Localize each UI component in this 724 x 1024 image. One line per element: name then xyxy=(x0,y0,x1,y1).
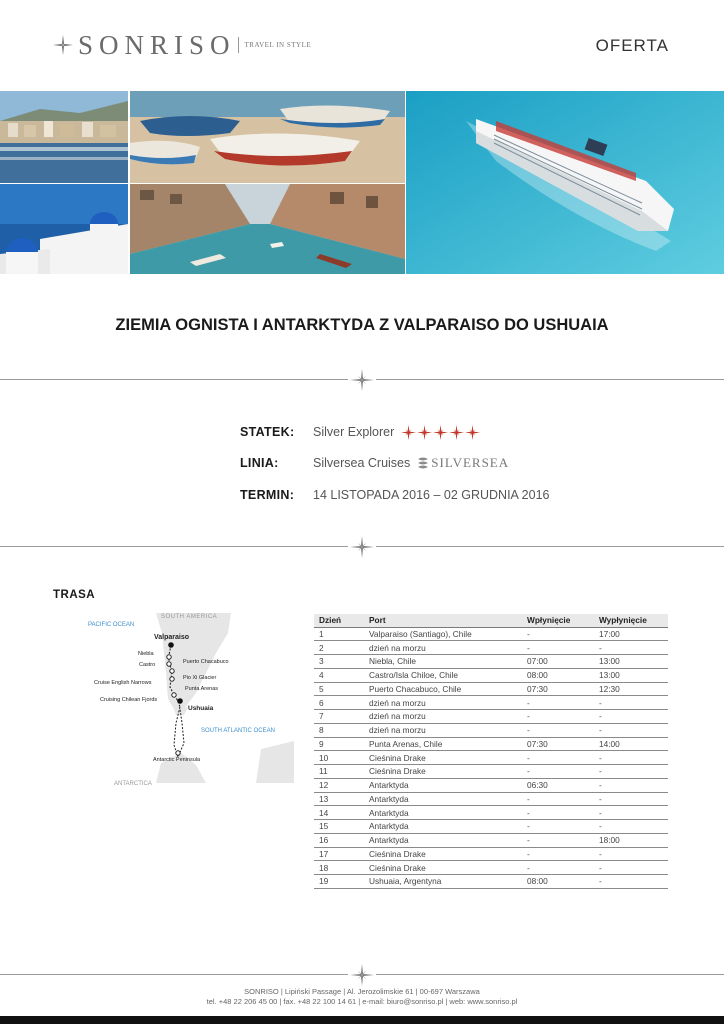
cell-departure: - xyxy=(594,696,668,710)
cell-arrival: 07:30 xyxy=(522,737,594,751)
cell-departure: - xyxy=(594,861,668,875)
table-row xyxy=(314,668,668,682)
cell-port: Valparaiso (Santiago), Chile xyxy=(364,627,522,641)
cell-day: 3 xyxy=(314,655,364,669)
cell-arrival: 07:30 xyxy=(522,682,594,696)
cell-departure: 14:00 xyxy=(594,737,668,751)
cell-departure: - xyxy=(594,806,668,820)
column-header-day: Dzień xyxy=(314,614,364,627)
info-line xyxy=(240,453,509,473)
itinerary-body xyxy=(314,627,668,888)
cell-arrival: 06:30 xyxy=(522,778,594,792)
cell-arrival: - xyxy=(522,792,594,806)
map-label-punta: Punta Arenas xyxy=(185,686,219,692)
cell-arrival: - xyxy=(522,641,594,655)
map-label-castro: Castro xyxy=(139,662,156,668)
term-value: 14 LISTOPADA 2016 – 02 GRUDNIA 2016 xyxy=(313,488,550,502)
cell-port: dzień na morzu xyxy=(364,710,522,724)
cell-arrival: - xyxy=(522,751,594,765)
cell-port: Castro/Isla Chiloe, Chile xyxy=(364,668,522,682)
map-label-chacabuco: Puerto Chacabuco xyxy=(183,659,229,665)
table-row xyxy=(314,820,668,834)
info-term xyxy=(240,485,549,505)
compass-star-icon xyxy=(350,369,374,391)
table-row xyxy=(314,751,668,765)
cell-departure: - xyxy=(594,723,668,737)
cell-port: Cieśnina Drake xyxy=(364,847,522,861)
cell-departure: - xyxy=(594,710,668,724)
silversea-emblem-icon xyxy=(416,456,430,470)
cell-port: dzień na morzu xyxy=(364,641,522,655)
map-label-continent-bottom: ANTARCTICA xyxy=(114,781,152,787)
document-type: OFERTA xyxy=(595,36,669,55)
cell-day: 14 xyxy=(314,806,364,820)
cell-departure: - xyxy=(594,765,668,779)
photo-fishing-boats-beach xyxy=(130,91,405,183)
company-logo xyxy=(52,30,311,60)
cell-day: 7 xyxy=(314,710,364,724)
cell-day: 2 xyxy=(314,641,364,655)
cell-day: 13 xyxy=(314,792,364,806)
cell-port: Antarktyda xyxy=(364,806,522,820)
column-header-departure: Wypłynięcie xyxy=(594,614,668,627)
cell-day: 19 xyxy=(314,875,364,889)
cell-port: Ushuaia, Argentyna xyxy=(364,875,522,889)
info-ship xyxy=(240,422,480,442)
cell-port: Punta Arenas, Chile xyxy=(364,737,522,751)
cell-arrival: - xyxy=(522,627,594,641)
cell-port: Antarktyda xyxy=(364,833,522,847)
cell-day: 5 xyxy=(314,682,364,696)
ship-label: STATEK: xyxy=(240,425,295,439)
table-row xyxy=(314,765,668,779)
cell-arrival: - xyxy=(522,820,594,834)
table-row xyxy=(314,737,668,751)
table-row xyxy=(314,861,668,875)
cell-day: 9 xyxy=(314,737,364,751)
table-row xyxy=(314,655,668,669)
cell-arrival: - xyxy=(522,723,594,737)
cell-port: Cieśnina Drake xyxy=(364,861,522,875)
cell-port: Antarktyda xyxy=(364,820,522,834)
table-row xyxy=(314,641,668,655)
footer-address: SONRISO | Lipiński Passage | Al. Jerozolimskie 61 | 00-697 Warszawa xyxy=(244,987,480,996)
photo-harbor-town xyxy=(0,91,128,183)
logo-separator xyxy=(238,37,239,53)
map-label-ocean-left: PACIFIC OCEAN xyxy=(88,622,135,628)
table-header-row xyxy=(314,614,668,627)
cell-arrival: - xyxy=(522,847,594,861)
cell-departure: - xyxy=(594,792,668,806)
cell-departure: - xyxy=(594,847,668,861)
cell-port: Cieśnina Drake xyxy=(364,765,522,779)
map-label-ocean-right: SOUTH ATLANTIC OCEAN xyxy=(201,728,275,734)
cell-arrival: - xyxy=(522,833,594,847)
cell-port: Antarktyda xyxy=(364,792,522,806)
photo-venice-canal xyxy=(130,184,405,274)
cell-day: 1 xyxy=(314,627,364,641)
compass-star-icon xyxy=(52,34,74,56)
cell-departure: 13:00 xyxy=(594,668,668,682)
rating-star-icon xyxy=(417,425,432,440)
cell-arrival: - xyxy=(522,806,594,820)
cell-arrival: - xyxy=(522,765,594,779)
photo-cruise-ship-sea xyxy=(406,91,724,274)
cell-arrival: - xyxy=(522,710,594,724)
cell-port: dzień na morzu xyxy=(364,723,522,737)
logo-tagline: TRAVEL IN STYLE xyxy=(244,41,312,49)
cell-departure: 17:00 xyxy=(594,627,668,641)
cell-port: dzień na morzu xyxy=(364,696,522,710)
logo-text: SONRISO xyxy=(78,29,236,60)
table-row xyxy=(314,627,668,641)
rating-star-icon xyxy=(449,425,464,440)
cell-port: Cieśnina Drake xyxy=(364,751,522,765)
cell-arrival: 07:00 xyxy=(522,655,594,669)
rating-star-icon xyxy=(433,425,448,440)
section-divider xyxy=(0,536,724,558)
table-row xyxy=(314,833,668,847)
table-row xyxy=(314,806,668,820)
footer xyxy=(0,987,724,1007)
map-label-continent-top: SOUTH AMERICA xyxy=(161,614,218,620)
photo-collage xyxy=(0,91,724,274)
cell-day: 4 xyxy=(314,668,364,682)
cell-departure: - xyxy=(594,875,668,889)
line-label: LINIA: xyxy=(240,456,279,470)
bottom-bar xyxy=(0,1016,724,1024)
itinerary-table xyxy=(314,614,668,889)
table-row xyxy=(314,875,668,889)
map-label-narrows: Cruise English Narrows xyxy=(94,680,152,686)
table-row xyxy=(314,778,668,792)
ship-rating xyxy=(401,425,480,440)
cell-port: Niebla, Chile xyxy=(364,655,522,669)
map-label-niebla: Niebla xyxy=(138,651,154,657)
ship-value: Silver Explorer xyxy=(313,425,395,439)
cell-day: 10 xyxy=(314,751,364,765)
cell-arrival: 08:00 xyxy=(522,668,594,682)
cell-day: 15 xyxy=(314,820,364,834)
cell-port: Puerto Chacabuco, Chile xyxy=(364,682,522,696)
table-row xyxy=(314,792,668,806)
footer-divider xyxy=(0,964,724,986)
table-row xyxy=(314,710,668,724)
silversea-brand: SILVERSEA xyxy=(431,455,510,470)
term-label: TERMIN: xyxy=(240,488,295,502)
cell-departure: - xyxy=(594,751,668,765)
photo-santorini-domes xyxy=(0,184,128,274)
silversea-logo xyxy=(416,455,509,471)
map-label-valparaiso: Valparaiso xyxy=(154,634,190,641)
footer-contact: tel. +48 22 206 45 00 | fax. +48 22 100 14 61 | e-mail: biuro@sonriso.pl | web: www.sonriso.pl xyxy=(206,997,518,1006)
rating-star-icon xyxy=(401,425,416,440)
cell-arrival: - xyxy=(522,861,594,875)
cell-departure: 12:30 xyxy=(594,682,668,696)
cell-departure: - xyxy=(594,641,668,655)
cell-arrival: 08:00 xyxy=(522,875,594,889)
cell-day: 8 xyxy=(314,723,364,737)
trip-title: ZIEMIA OGNISTA I ANTARKTYDA Z VALPARAISO DO USHUAIA xyxy=(115,316,609,334)
cell-departure: 18:00 xyxy=(594,833,668,847)
cell-day: 6 xyxy=(314,696,364,710)
map-label-pio: Pio Xi Glacier xyxy=(183,675,217,681)
cell-port: Antarktyda xyxy=(364,778,522,792)
table-row xyxy=(314,682,668,696)
cell-day: 11 xyxy=(314,765,364,779)
cell-day: 12 xyxy=(314,778,364,792)
map-label-ushuaia: Ushuaia xyxy=(188,705,214,712)
cell-day: 18 xyxy=(314,861,364,875)
route-section-title: TRASA xyxy=(53,589,96,601)
cell-arrival: - xyxy=(522,696,594,710)
route-map xyxy=(56,613,294,787)
cell-day: 17 xyxy=(314,847,364,861)
rating-star-icon xyxy=(465,425,480,440)
cell-departure: - xyxy=(594,778,668,792)
column-header-arrival: Wpłynięcie xyxy=(522,614,594,627)
column-header-port: Port xyxy=(364,614,522,627)
cell-day: 16 xyxy=(314,833,364,847)
table-row xyxy=(314,847,668,861)
map-label-peninsula: Antarctic Peninsula xyxy=(153,757,201,763)
compass-star-icon xyxy=(350,536,374,558)
section-divider xyxy=(0,369,724,391)
map-label-fjords: Cruising Chilean Fjords xyxy=(100,697,158,703)
cell-departure: - xyxy=(594,820,668,834)
compass-star-icon xyxy=(350,964,374,986)
line-value: Silversea Cruises xyxy=(313,456,411,470)
cell-departure: 13:00 xyxy=(594,655,668,669)
table-row xyxy=(314,696,668,710)
table-row xyxy=(314,723,668,737)
